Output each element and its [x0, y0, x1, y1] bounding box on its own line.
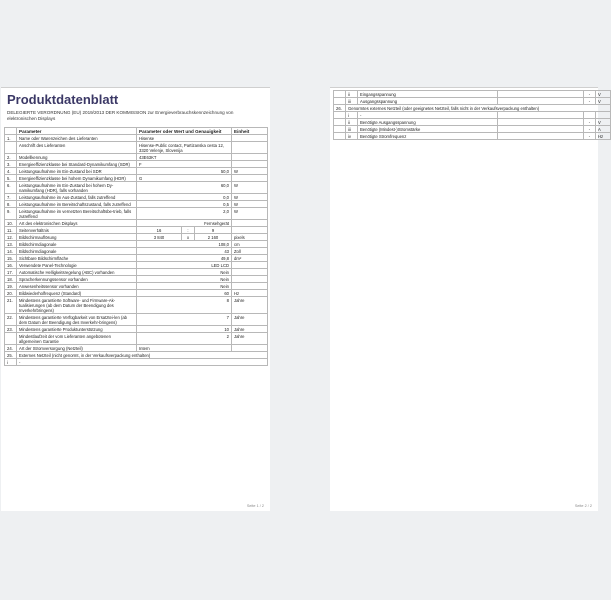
row-value: Nein	[137, 283, 232, 290]
table-row	[334, 133, 611, 140]
row-number: 22.	[5, 314, 17, 326]
table-row	[5, 345, 268, 352]
row-number: 20.	[5, 290, 17, 297]
row-parameter: Name oder Warenzeichen des Lieferanten	[17, 135, 137, 142]
row-parameter: Bildschirmdiagonale	[17, 248, 137, 255]
row-unit	[232, 276, 268, 283]
row-number: 4.	[5, 168, 17, 175]
row-number: 7.	[5, 194, 17, 201]
row-unit: Zoll	[232, 248, 268, 255]
table-row	[5, 283, 268, 290]
row-value: 108,0	[137, 241, 232, 248]
row-unit: Jahre	[232, 297, 268, 314]
row-parameter: -	[358, 112, 498, 119]
row-value-spacer	[498, 98, 584, 105]
row-number	[334, 91, 346, 98]
row-parameter: Energieeffizienzklasse bei Standard-Dynamikumfang (SDR)	[17, 161, 137, 168]
row-value-separator: x	[182, 234, 195, 241]
row-parameter: Mindestens garantierte Produktunterstützung	[17, 326, 137, 333]
power-supply-table	[333, 90, 611, 140]
row-number: 14.	[5, 248, 17, 255]
row-unit	[232, 269, 268, 276]
row-unit	[232, 154, 268, 161]
row-number	[5, 142, 17, 154]
table-row	[334, 105, 611, 112]
row-number: 10.	[5, 220, 17, 227]
row-parameter: Bildwiederholfrequenz (Standard)	[17, 290, 137, 297]
page-footer: Seite 1 / 2	[246, 504, 264, 508]
row-value: 43	[137, 248, 232, 255]
header-parameter: Parameter	[17, 128, 137, 135]
row-value: Hisense	[137, 135, 232, 142]
row-number: 15.	[5, 255, 17, 262]
row-unit: Jahre	[232, 314, 268, 326]
table-row	[5, 326, 268, 333]
table-row	[5, 201, 268, 208]
row-value: 60	[137, 290, 232, 297]
row-parameter: Externes Netzteil (nicht genormt, in der Verkaufsverpackung enthalten)	[17, 352, 268, 359]
row-parameter: Benötigte Ausgangsspannung	[358, 119, 498, 126]
row-number: 21.	[5, 297, 17, 314]
table-row	[5, 352, 268, 359]
row-unit: dm²	[232, 255, 268, 262]
row-unit: Hz	[232, 290, 268, 297]
row-number: 17.	[5, 269, 17, 276]
row-parameter: Modellkennung	[17, 154, 137, 161]
row-parameter: Bildschirmdiagonale	[17, 241, 137, 248]
table-row	[334, 91, 611, 98]
table-row	[5, 175, 268, 182]
row-unit: A	[596, 126, 611, 133]
table-row	[334, 119, 611, 126]
row-parameter: Leistungsaufnahme im Ein-Zustand bei hohem Dy-namikumfang (HDR), falls vorhanden	[17, 182, 137, 194]
row-value: 43E63KT	[137, 154, 232, 161]
row-value: F	[137, 161, 232, 168]
table-row	[5, 248, 268, 255]
table-row	[5, 290, 268, 297]
row-number: 24.	[5, 345, 17, 352]
row-value-separator: :	[182, 227, 195, 234]
row-number: 23.	[5, 326, 17, 333]
row-number	[5, 333, 17, 345]
row-parameter: Ausgangsspannung	[358, 98, 498, 105]
page-footer: Seite 2 / 2	[574, 504, 592, 508]
row-unit	[232, 227, 268, 234]
row-value: -	[584, 119, 596, 126]
row-number: 2.	[5, 154, 17, 161]
row-parameter: Leistungsaufnahme im Bereitschaftszustand, falls zutreffend	[17, 201, 137, 208]
row-unit: W	[232, 208, 268, 220]
row-number: 16.	[5, 262, 17, 269]
row-parameter: Bildschirmauflösung	[17, 234, 137, 241]
row-value: Intern	[137, 345, 232, 352]
row-value: -	[584, 133, 596, 140]
row-number: 5.	[5, 175, 17, 182]
page-title: Produktdatenblatt	[7, 92, 119, 107]
row-parameter: Sichtbare Bildschirmfläche	[17, 255, 137, 262]
row-parameter: Verwendete Panel-Technologie	[17, 262, 137, 269]
table-row	[5, 161, 268, 168]
row-unit: V	[596, 119, 611, 126]
row-unit	[232, 175, 268, 182]
row-unit	[232, 135, 268, 142]
page-top-rule	[1, 87, 270, 88]
row-number: 18.	[5, 276, 17, 283]
row-unit: W	[232, 182, 268, 194]
row-value	[584, 112, 596, 119]
table-row	[5, 276, 268, 283]
table-row	[5, 297, 268, 314]
row-unit: Jahre	[232, 326, 268, 333]
row-parameter: Benötigte (Mindest-)Stromstärke	[358, 126, 498, 133]
table-row	[5, 154, 268, 161]
row-parameter: Mindestens garantierte Verfügbarkeit von Ersatztei-len (ab dem Datum der Beendigung des Inverkehr-bringens)	[17, 314, 137, 326]
datasheet-page-2	[330, 87, 604, 511]
row-parameter: Spracherkennungssensor vorhanden	[17, 276, 137, 283]
table-row	[5, 359, 268, 366]
row-value-spacer	[498, 112, 584, 119]
table-row	[5, 194, 268, 201]
row-parameter: Seitenverhältnis	[17, 227, 137, 234]
table-row	[5, 234, 268, 241]
row-parameter: Leistungsaufnahme im vernetzten Bereitschaftsbe-trieb, falls zutreffend	[17, 208, 137, 220]
row-number: 25.	[5, 352, 17, 359]
header-unit: Einheit	[232, 128, 268, 135]
table-row	[5, 255, 268, 262]
table-row	[334, 126, 611, 133]
table-row	[5, 208, 268, 220]
row-value-part: 3 840	[137, 234, 182, 241]
table-row	[5, 182, 268, 194]
row-unit: W	[232, 201, 268, 208]
row-number	[334, 98, 346, 105]
row-value: 2	[137, 333, 232, 345]
row-unit	[232, 161, 268, 168]
row-value: 0,0	[137, 194, 232, 201]
row-value-part: 9	[195, 227, 232, 234]
row-parameter: Art der Stromversorgung (Netzteil)	[17, 345, 137, 352]
row-number: 9.	[5, 208, 17, 220]
row-value: Nein	[137, 276, 232, 283]
row-value-spacer	[498, 119, 584, 126]
row-value-spacer	[498, 133, 584, 140]
row-value: 10	[137, 326, 232, 333]
row-roman-index: iii	[346, 98, 358, 105]
row-unit: pixels	[232, 234, 268, 241]
row-parameter: Mindestens garantierte Software- und Firmware-Ak-tualisierungen (ab dem Datum der Beendigung des Inverkehrbringens)	[17, 297, 137, 314]
row-parameter: -	[17, 359, 268, 366]
row-value: -	[584, 91, 596, 98]
row-unit: Hz	[596, 133, 611, 140]
row-roman-index: iv	[346, 133, 358, 140]
row-parameter: Automatische Helligkeitsregelung (ABC) vorhanden	[17, 269, 137, 276]
row-number	[334, 133, 346, 140]
row-unit: V	[596, 91, 611, 98]
row-number: 13.	[5, 241, 17, 248]
row-parameter: Eingangsspannung	[358, 91, 498, 98]
row-value-part: 2 160	[195, 234, 232, 241]
row-roman-index: iii	[346, 126, 358, 133]
row-unit: W	[232, 168, 268, 175]
row-number: 3.	[5, 161, 17, 168]
row-unit: Jahre	[232, 333, 268, 345]
row-value: 50,0	[137, 168, 232, 175]
row-roman-index: ii	[346, 91, 358, 98]
table-row	[5, 220, 268, 227]
row-unit: V	[596, 98, 611, 105]
row-roman-index: i	[5, 359, 17, 366]
row-number: 19.	[5, 283, 17, 290]
row-roman-index: i	[346, 112, 358, 119]
row-value: Nein	[137, 269, 232, 276]
row-value: 2,0	[137, 208, 232, 220]
row-number: 26.	[334, 105, 346, 112]
row-unit	[232, 283, 268, 290]
table-row	[5, 227, 268, 234]
header-number	[5, 128, 17, 135]
row-parameter: Mindestlaufzeit der vom Lieferanten angebotenen allgemeinen Garantie	[17, 333, 137, 345]
table-row	[5, 314, 268, 326]
row-parameter: Anschrift des Lieferanten	[17, 142, 137, 154]
row-number: 6.	[5, 182, 17, 194]
row-value: 8	[137, 297, 232, 314]
row-unit: cm	[232, 241, 268, 248]
row-value: -	[584, 126, 596, 133]
row-value: 60,0	[137, 182, 232, 194]
row-parameter: Anwesenheitssensor vorhanden	[17, 283, 137, 290]
table-row	[5, 262, 268, 269]
row-value: 0,5	[137, 201, 232, 208]
row-value: -	[584, 98, 596, 105]
row-value: LED LCD	[137, 262, 232, 269]
row-unit	[232, 345, 268, 352]
row-roman-index: ii	[346, 119, 358, 126]
row-value-spacer	[498, 126, 584, 133]
table-row	[5, 168, 268, 175]
table-row	[334, 112, 611, 119]
table-row	[5, 142, 268, 154]
row-unit: W	[232, 194, 268, 201]
table-row	[334, 98, 611, 105]
product-data-table	[4, 127, 268, 366]
row-number	[334, 112, 346, 119]
row-number: 1.	[5, 135, 17, 142]
row-number: 11.	[5, 227, 17, 234]
table-row	[5, 269, 268, 276]
datasheet-page-1	[1, 87, 270, 511]
row-number: 8.	[5, 201, 17, 208]
row-unit	[596, 112, 611, 119]
row-value: G	[137, 175, 232, 182]
page-top-rule	[330, 87, 598, 88]
row-value: Fernsehgerät	[137, 220, 232, 227]
regulation-subtitle: DELEGIERTE VERORDNUNG (EU) 2019/2013 DER KOMMISSION zur Energieverbrauchskennzeichnung von elektronischen Displays	[7, 110, 234, 121]
row-number	[334, 119, 346, 126]
row-parameter: Energieeffizienzklasse bei hohem Dynamikumfang (HDR)	[17, 175, 137, 182]
row-value-spacer	[498, 91, 584, 98]
row-unit	[232, 262, 268, 269]
row-parameter: Benötigte Stromfrequenz	[358, 133, 498, 140]
row-value-part: 16	[137, 227, 182, 234]
row-parameter: Art des elektronischen Displays	[17, 220, 137, 227]
row-value: 7	[137, 314, 232, 326]
row-parameter: Leistungsaufnahme im Aus-Zustand, falls zutreffend	[17, 194, 137, 201]
row-parameter: Leistungsaufnahme im Ein-Zustand bei SDR	[17, 168, 137, 175]
row-value: Hisense-Public contact, Partizanska cesta 12, 3320 Velenje, Slovenija	[137, 142, 232, 154]
row-number: 12.	[5, 234, 17, 241]
header-value: Parameter oder Wert und Genauigkeit	[137, 128, 232, 135]
row-parameter: Genormtes externes Netzteil (oder geeignetes Netzteil, falls nicht in der Verkaufsverpackung enthalten)	[346, 105, 611, 112]
table-row	[5, 241, 268, 248]
table-row	[5, 135, 268, 142]
table-header-row	[5, 128, 268, 135]
row-unit	[232, 142, 268, 154]
table-row	[5, 333, 268, 345]
row-value: 49,8	[137, 255, 232, 262]
row-number	[334, 126, 346, 133]
row-unit	[232, 220, 268, 227]
